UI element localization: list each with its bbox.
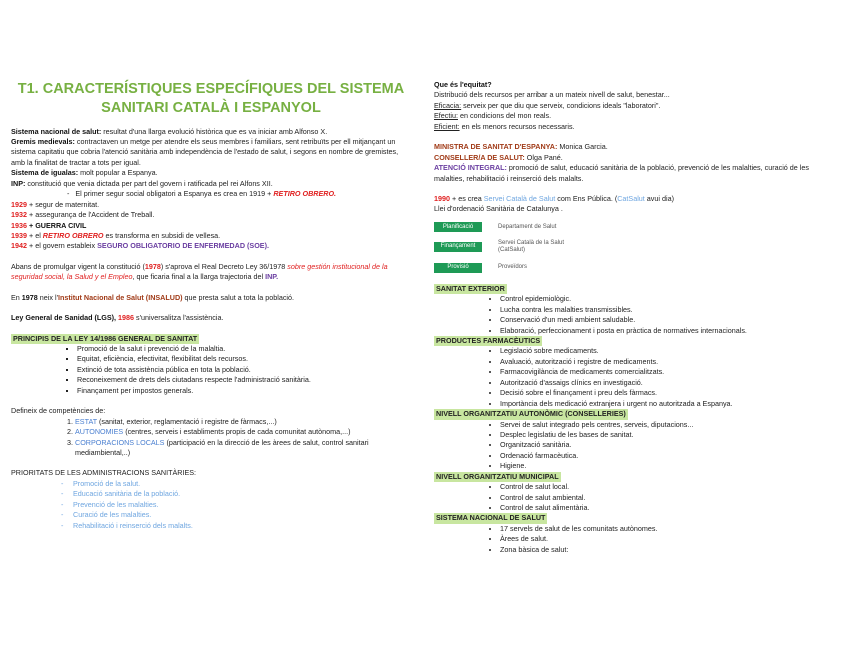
timeline-pre: + el bbox=[27, 230, 43, 240]
year-1939: 1939 bbox=[11, 230, 27, 240]
list-item: • Control de salut local. bbox=[500, 482, 839, 492]
equitat-definition: Distribució dels recursos per arribar a un mateix nivell de salut, benestar... bbox=[434, 90, 670, 100]
right-column bbox=[434, 80, 839, 555]
eficient-line bbox=[434, 122, 839, 132]
list-item: - Rehabilitació i reinserció dels malalts. bbox=[73, 521, 411, 531]
abans-text: , que ficaria final a la llarga trajectoria del bbox=[132, 272, 266, 282]
left-column bbox=[11, 80, 411, 531]
conseller-label: CONSELLER/A DE SALUT: bbox=[434, 152, 525, 162]
sistema-nacional-heading: SISTEMA NACIONAL DE SALUT bbox=[436, 513, 546, 523]
lgs-label: Ley General de Sanidad (LGS), bbox=[11, 313, 117, 323]
planificacio-badge: Planificació bbox=[434, 222, 482, 232]
list-item: • Desplec legislatiu de les bases de sanitat. bbox=[500, 430, 839, 440]
legend-text: Departament de Salut bbox=[498, 223, 557, 230]
page-title: T1. CARACTERÍSTIQUES ESPECÍFIQUES DEL SISTEMA SANITARI CATALÀ I ESPANYOL bbox=[17, 81, 405, 117]
list-item: • Decisió sobre el finançament i preu dels fàrmacs. bbox=[500, 388, 839, 398]
igualas-label: Sistema de igualas: bbox=[11, 168, 79, 178]
timeline-1929 bbox=[11, 200, 411, 210]
equitat-question-text: Que és l'equitat? bbox=[434, 80, 492, 89]
year-1929: 1929 bbox=[11, 199, 27, 209]
productes-farmaceutics-list bbox=[434, 346, 839, 409]
timeline-highlight: RETIRO OBRERO bbox=[42, 230, 104, 240]
servei-text: + es crea bbox=[450, 193, 484, 203]
list-item bbox=[75, 417, 411, 427]
term-text: en els menors recursos necessaris. bbox=[459, 121, 575, 131]
financament-badge: Finançament bbox=[434, 242, 482, 252]
list-item: - Educació sanitària de la població. bbox=[73, 489, 411, 499]
competency-text: (sanitat, exterior, reglamentació i registre de fàrmacs,...) bbox=[96, 416, 277, 426]
inp-text: constitució que venia dictada per part del govern i ratificada pel rei Alfons XII. bbox=[25, 178, 273, 188]
competencies-intro: Defineix de competències de: bbox=[11, 406, 106, 416]
list-item: • Control epidemiològic. bbox=[500, 294, 839, 304]
timeline-highlight: SEGURO OBLIGATORIO DE ENFERMEDAD (SOE). bbox=[97, 241, 269, 251]
term: Eficacia: bbox=[434, 100, 462, 110]
lgs-year: 1986 bbox=[116, 313, 135, 323]
competency-name: CORPORACIONS LOCALS bbox=[75, 437, 165, 447]
list-item bbox=[75, 427, 411, 437]
lgs-text: s'universalitza l'assistència. bbox=[134, 313, 224, 323]
atencio-text: promoció de salut, educació sanitària de la població, prevenció de les malalties, curació de les malalties, rehabilitació i reinserció dels malalts. bbox=[434, 163, 809, 183]
atencio-line bbox=[434, 163, 839, 184]
igualas-text: molt popular a Espanya. bbox=[78, 168, 158, 178]
efectiu-line bbox=[434, 111, 839, 121]
insalud-paragraph bbox=[11, 293, 411, 303]
competency-name: AUTONOMIES bbox=[75, 427, 124, 437]
inp-paragraph bbox=[11, 179, 411, 189]
list-item: • Servei de salut integrado pels centres, serveis, diputacions... bbox=[500, 420, 839, 430]
nivell-municipal-heading: NIVELL ORGANITZATIU MUNICIPAL bbox=[436, 471, 559, 481]
timeline-text: es transforma en subsidi de vellesa. bbox=[103, 230, 221, 240]
primer-segur-line bbox=[11, 189, 411, 199]
list-item: • Zona bàsica de salut: bbox=[500, 545, 839, 555]
dash-bullet: - bbox=[67, 189, 76, 199]
insalud-text: neix l' bbox=[37, 292, 58, 302]
catsalut-name: CatSalut bbox=[617, 193, 645, 203]
sistema-nacional-text: resultat d'una llarga evolució històrica que es va iniciar amb Alfonso X. bbox=[101, 126, 328, 136]
sistema-nacional-paragraph bbox=[11, 127, 411, 137]
abans-italic: sobre gestión institucional de la seguridad social, la Salud y el Empleo bbox=[11, 261, 388, 282]
eficacia-line bbox=[434, 101, 839, 111]
insalud-name: Institut Nacional de Salut (INSALUD) bbox=[57, 292, 183, 302]
list-item: • Conservació d'un medi ambient saludable. bbox=[500, 315, 839, 325]
sanitat-exterior-list bbox=[434, 294, 839, 336]
list-item: • Elaboració, perfeccionament i posta en pràctica de normatives internacionals. bbox=[500, 326, 839, 336]
sistema-nacional-label: Sistema nacional de salut: bbox=[11, 126, 102, 136]
legend-row-provisio bbox=[434, 258, 839, 278]
primer-segur-text: El primer segur social obligatori a Espanya es crea en 1919 + bbox=[75, 189, 274, 199]
term: Eficient: bbox=[434, 121, 460, 131]
nivell-municipal-list bbox=[434, 482, 839, 513]
servei-text: avui dia) bbox=[644, 193, 674, 203]
nivell-autonomic-list bbox=[434, 420, 839, 472]
timeline-1942 bbox=[11, 241, 411, 251]
year-1942: 1942 bbox=[11, 241, 27, 251]
atencio-label: ATENCIÓ INTEGRAL: bbox=[434, 163, 507, 173]
provisio-badge: Provisió bbox=[434, 263, 482, 273]
list-item: ▪ Extinció de tota assistència pública en tota la població. bbox=[77, 365, 411, 375]
gremis-label: Gremis medievals: bbox=[11, 137, 75, 146]
legend-text: Proveïdors bbox=[498, 264, 528, 271]
list-item: • 17 servels de salut de les comunitats autònomes. bbox=[500, 524, 839, 534]
nivell-autonomic-heading: NIVELL ORGANITZATIU AUTONÒMIC (CONSELLERIES) bbox=[436, 409, 626, 419]
abans-inp: INP. bbox=[265, 272, 279, 282]
principis-heading: PRINCIPIS DE LA LEY 14/1986 GENERAL DE SANITAT bbox=[13, 333, 198, 343]
list-item: • Organització sanitària. bbox=[500, 440, 839, 450]
list-item: • Legislació sobre medicaments. bbox=[500, 346, 839, 356]
competency-text: (participació en la direcció de les àrees de salut, control sanitari mediambiental,..) bbox=[75, 437, 369, 457]
list-item: - Curació de les malalties. bbox=[73, 510, 411, 520]
list-item: • Importància dels medicació extranjera i urgent no autoritzada a Espanya. bbox=[500, 399, 839, 409]
list-item: • Ordenació farmacèutica. bbox=[500, 451, 839, 461]
list-item: • Autorització d'assaigs clínics en investigació. bbox=[500, 378, 839, 388]
legend-row-planificacio bbox=[434, 219, 839, 236]
list-item: - Prevenció de les malalties. bbox=[73, 500, 411, 510]
gremis-text: contractaven un metge per atendre els seus membres i familiars, sent retribuïts per ell mitjançant un sistema capitatiu que cobria l'atenció sanitària amb independència de l'estado de salut, i segons en nombre de gremistes, amb la finalitat de tractar a tots per igual. bbox=[11, 137, 399, 167]
prioritats-list bbox=[11, 479, 411, 531]
abans-text: Abans de promulgar vigent la constitució ( bbox=[11, 261, 145, 271]
list-item: • Lucha contra les malalties transmissibles. bbox=[500, 305, 839, 315]
list-item: • Avaluació, autorització i registre de medicaments. bbox=[500, 357, 839, 367]
legend-row-financament bbox=[434, 236, 839, 258]
prioritats-heading: PRIORITATS DE LES ADMINISTRACIONS SANITÀRIES: bbox=[11, 468, 197, 478]
insalud-text: En bbox=[11, 292, 22, 302]
gremis-paragraph bbox=[11, 137, 411, 168]
servei-year: 1990 bbox=[434, 193, 450, 203]
abans-paragraph bbox=[11, 262, 411, 283]
timeline-pre: + el govern estableix bbox=[27, 241, 98, 251]
term: Efectiu: bbox=[434, 111, 458, 121]
timeline-1932 bbox=[11, 210, 411, 220]
conseller-name: Olga Pané. bbox=[524, 152, 563, 162]
term-text: serveix per que diu que serveix, condicions ideals "laboratori". bbox=[461, 100, 661, 110]
competency-text: (centres, serveis i establiments propis de cada comunitat autònoma,...) bbox=[123, 427, 351, 437]
equitat-question bbox=[434, 80, 839, 90]
ministra-name: Monica Garcia. bbox=[557, 142, 608, 152]
list-item: ▪ Equitat, eficiència, efectivitat, flexibilitat dels recursos. bbox=[77, 354, 411, 364]
lgs-paragraph bbox=[11, 313, 411, 323]
servei-name: Servei Català de Salut bbox=[483, 193, 556, 203]
list-item: • Control de salut ambiental. bbox=[500, 493, 839, 503]
servei-text: com Ens Pública. ( bbox=[555, 193, 618, 203]
list-item: • Farmacovigilància de medicaments comercialitzats. bbox=[500, 367, 839, 377]
ministra-label: MINISTRA DE SANITAT D'ESPANYA: bbox=[434, 142, 558, 152]
list-item: • Higiene. bbox=[500, 461, 839, 471]
servei-line bbox=[434, 194, 839, 204]
timeline-text: + assegurança de l'Accident de Treball. bbox=[27, 210, 155, 220]
list-item: ▪ Promoció de la salut i prevenció de la malaltia. bbox=[77, 344, 411, 354]
principis-list bbox=[11, 344, 411, 396]
abans-text: ) s'aprova el Real Decreto Ley 36/1978 bbox=[160, 261, 288, 271]
competency-name: ESTAT bbox=[75, 416, 97, 426]
insalud-year: 1978 bbox=[21, 292, 38, 302]
timeline-text: + segur de maternitat. bbox=[27, 199, 100, 209]
year-1932: 1932 bbox=[11, 210, 27, 220]
retiro-obrero-highlight: RETIRO OBRERO. bbox=[273, 189, 337, 199]
timeline-1936 bbox=[11, 221, 411, 231]
list-item: • Control de salut alimentària. bbox=[500, 503, 839, 513]
timeline-1939 bbox=[11, 231, 411, 241]
list-item: - Promoció de la salut. bbox=[73, 479, 411, 489]
sistema-nacional-list bbox=[434, 524, 839, 555]
legend-text: Servei Català de la Salut (CatSalut) bbox=[498, 239, 565, 253]
year-1936: 1936 bbox=[11, 220, 27, 230]
llei-line: Llei d'ordenació Sanitària de Catalunya . bbox=[434, 204, 563, 214]
list-item: ▪ Finançament per impostos generals. bbox=[77, 386, 411, 396]
igualas-paragraph bbox=[11, 168, 411, 178]
term-text: en condicions del mon reals. bbox=[457, 111, 552, 121]
timeline-text: + GUERRA CIVIL bbox=[27, 220, 87, 230]
abans-year: 1978 bbox=[144, 261, 161, 271]
sanitat-exterior-heading: SANITAT EXTERIOR bbox=[436, 283, 505, 293]
ministra-line bbox=[434, 142, 839, 152]
inp-label: INP: bbox=[11, 178, 26, 188]
productes-farmaceutics-heading: PRODUCTES FARMACÈUTICS bbox=[436, 336, 541, 345]
list-item: • Àrees de salut. bbox=[500, 534, 839, 544]
list-item: ▪ Reconeixement de drets dels ciutadans respecte l'administració sanitària. bbox=[77, 375, 411, 385]
list-item bbox=[75, 438, 411, 459]
insalud-text: que presta salut a tota la població. bbox=[182, 292, 295, 302]
conseller-line bbox=[434, 153, 839, 163]
competencies-list bbox=[11, 417, 411, 459]
